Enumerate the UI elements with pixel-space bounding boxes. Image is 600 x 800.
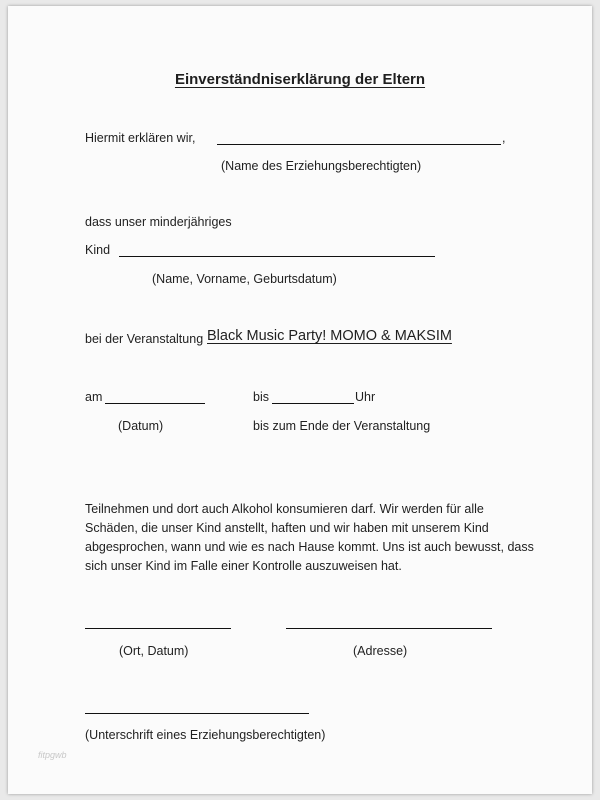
place-date-line[interactable] bbox=[85, 628, 231, 629]
paragraph-line: abgesprochen, wann und wie es nach Hause kommt. Uns ist auch bewusst, dass bbox=[85, 540, 534, 554]
document-title: Einverständniserklärung der Eltern bbox=[174, 71, 426, 88]
event-label: bei der Veranstaltung bbox=[85, 332, 204, 346]
intro-label: Hiermit erklären wir, bbox=[85, 131, 196, 145]
paragraph-line: sich unser Kind im Falle einer Kontrolle auszuweisen hat. bbox=[85, 559, 402, 573]
child-label: Kind bbox=[85, 243, 111, 257]
uhr-label: Uhr bbox=[355, 390, 376, 404]
paragraph-line: Teilnehmen und dort auch Alkohol konsumieren darf. Wir werden für alle bbox=[85, 502, 484, 516]
guardian-name-caption: (Name des Erziehungsberechtigten) bbox=[221, 159, 422, 173]
date-line[interactable] bbox=[105, 403, 205, 404]
event-name: Black Music Party! MOMO & MAKSIM bbox=[207, 328, 452, 344]
bis-label: bis bbox=[253, 390, 269, 404]
intro-comma: , bbox=[502, 131, 506, 145]
signature-line[interactable] bbox=[85, 713, 309, 714]
watermark: fitpgwb bbox=[38, 750, 67, 760]
am-label: am bbox=[85, 390, 103, 404]
until-caption: bis zum Ende der Veranstaltung bbox=[253, 419, 431, 433]
document-page bbox=[8, 6, 592, 794]
date-caption: (Datum) bbox=[118, 419, 164, 433]
paragraph-line: Schäden, die unser Kind anstellt, haften und wir haben mit unserem Kind bbox=[85, 521, 489, 535]
child-intro-text: dass unser minderjähriges bbox=[85, 215, 232, 229]
child-name-line[interactable] bbox=[119, 256, 435, 257]
consent-paragraph bbox=[85, 500, 545, 576]
address-caption: (Adresse) bbox=[353, 644, 408, 658]
time-line[interactable] bbox=[272, 403, 354, 404]
guardian-name-line[interactable] bbox=[217, 144, 501, 145]
signature-caption: (Unterschrift eines Erziehungsberechtigten) bbox=[85, 728, 326, 742]
address-line[interactable] bbox=[286, 628, 492, 629]
place-date-caption: (Ort, Datum) bbox=[119, 644, 189, 658]
child-name-caption: (Name, Vorname, Geburtsdatum) bbox=[152, 272, 337, 286]
